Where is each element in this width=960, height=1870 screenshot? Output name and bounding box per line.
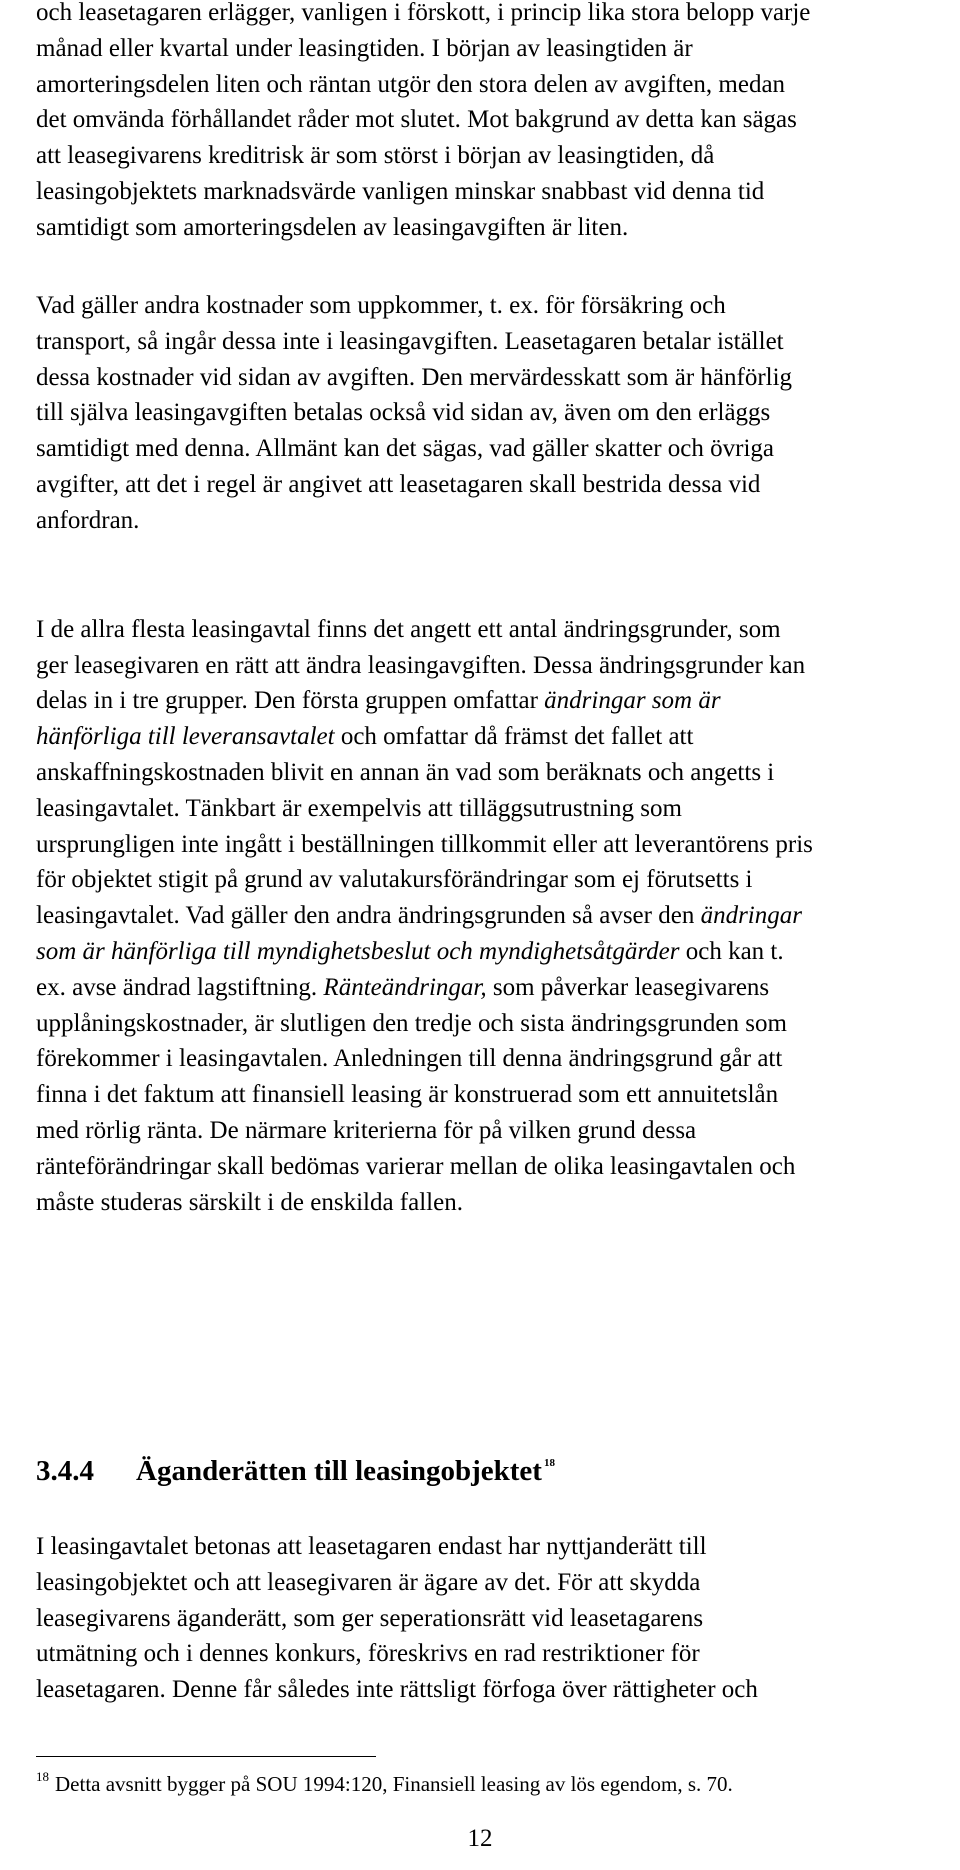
text-line: att leasegivarens kreditrisk är som störst i början av leasingtiden, då bbox=[36, 142, 715, 170]
italic-term-interest-changes: Ränteändringar, bbox=[323, 973, 487, 1001]
text-line: I leasingavtalet betonas att leasetagaren endast har nyttjanderätt till bbox=[36, 1533, 707, 1560]
paragraph-leasing-payment-structure bbox=[36, 0, 948, 246]
italic-term-authority-decisions: ändringar som är hänförliga till myndighetsbeslut och myndighetsåtgärder bbox=[36, 902, 802, 965]
section-title: Äganderätten till leasingobjektet bbox=[136, 1455, 542, 1487]
footnote-text: Detta avsnitt bygger på SOU 1994:120, Finansiell leasing av lös egendom, s. 70. bbox=[55, 1772, 733, 1796]
footnote-mark: 18 bbox=[36, 1769, 49, 1784]
text-line: avgifter, att det i regel är angivet att leasetagaren skall bestrida dessa vid bbox=[36, 470, 761, 498]
text-line: Vad gäller andra kostnader som uppkommer, t. ex. för försäkring och bbox=[36, 292, 726, 319]
text-line: leasetagaren. Denne får således inte rättsligt förfoga över rättigheter och bbox=[36, 1676, 758, 1704]
italic-term-delivery-agreement: ändringar som är hänförliga till leveransavtalet bbox=[36, 687, 721, 751]
text-line: samtidigt med denna. Allmänt kan det sägas, vad gäller skatter och övriga bbox=[36, 435, 774, 463]
text-run: och omfattar då främst det fallet att anskaffningskostnaden blivit en annan än vad som beräknats och angetts i leasingavtalet. Tänkbart är exempelvis att tilläggsutrustning som ursprungligen inte ingått i beställningen tillkommit eller att leverantörens pris för objektet stigit på grund av valutakursförändringar som ej förutsetts i leasingavtalet. Vad gäller den andra ändringsgrunden så avser den bbox=[36, 723, 813, 930]
text-line: transport, så ingår dessa inte i leasingavgiften. Leasetagaren betalar istället bbox=[36, 327, 784, 355]
footnote-reference[interactable]: 18 bbox=[543, 1457, 555, 1469]
text-line: samtidigt som amorteringsdelen av leasingavgiften är liten. bbox=[36, 213, 629, 241]
paragraph-other-costs bbox=[36, 288, 948, 539]
text-run: och kan t. ex. avse ändrad lagstiftning. bbox=[36, 937, 784, 1001]
text-line: månad eller kvartal under leasingtiden. I början av leasingtiden är bbox=[36, 34, 693, 62]
text-line: dessa kostnader vid sidan av avgiften. Den mervärdesskatt som är hänförlig bbox=[36, 363, 793, 391]
text-run: som påverkar leasegivarens upplåningskostnader, är slutligen den tredje och sista ändringsgrunden som förekommer i leasingavtalen. Anledningen till denna ändringsgrund går att finna i det faktum att finansiell leasing är konstruerad som ett annuitetslån med rörlig ränta. De närmare kriterierna för på vilken grund dessa ränteförändringar skall bedömas varierar mellan de olika leasingavtalen och måste studeras särskilt i de enskilda fallen. bbox=[36, 973, 796, 1216]
text-line: och leasetagaren erlägger, vanligen i förskott, i princip lika stora belopp varje bbox=[36, 0, 811, 26]
text-line: det omvända förhållandet råder mot slutet. Mot bakgrund av detta kan sägas bbox=[36, 106, 797, 134]
page-number: 12 bbox=[467, 1825, 493, 1852]
text-line: utmätning och i dennes konkurs, föreskrivs en rad restriktioner för bbox=[36, 1640, 700, 1668]
text-line: amorteringsdelen liten och räntan utgör den stora delen av avgiften, medan bbox=[36, 70, 786, 98]
text-line: till själva leasingavgiften betalas också vid sidan av, även om den erläggs bbox=[36, 399, 771, 427]
footnote bbox=[36, 1762, 733, 1799]
paragraph-change-grounds bbox=[36, 576, 948, 1220]
text-line: anfordran. bbox=[36, 506, 140, 534]
footnote-separator bbox=[36, 1756, 376, 1757]
section-number: 3.4.4 bbox=[36, 1455, 94, 1487]
text-line: leasingobjektets marknadsvärde vanligen minskar snabbast vid denna tid bbox=[36, 177, 765, 205]
text-line: leasingobjektet och att leasegivaren är ägare av det. För att skydda bbox=[36, 1568, 701, 1596]
text-line: leasegivarens äganderätt, som ger seperationsrätt vid leasetagarens bbox=[36, 1604, 704, 1632]
text-run: I de allra flesta leasingavtal finns det angett ett antal ändringsgrunder, som ger leasegivaren en rätt att ändra leasingavgiften. Dessa ändringsgrunder kan delas in i tre grupper. Den första gruppen omfattar bbox=[36, 615, 806, 715]
paragraph-ownership bbox=[36, 1529, 948, 1708]
section-heading bbox=[36, 1443, 555, 1491]
